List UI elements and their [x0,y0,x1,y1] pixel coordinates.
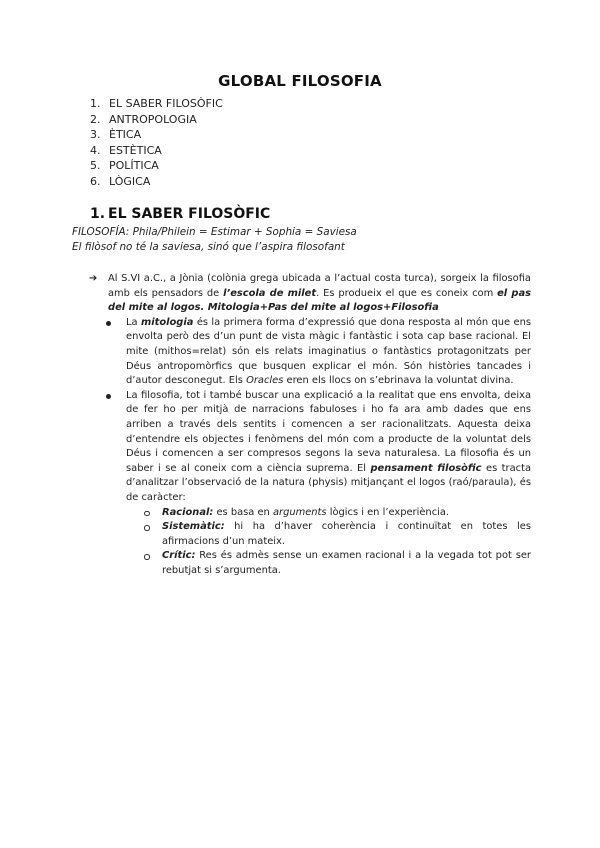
characteristic-item: Sistemàtic: hi ha d’haver coherència i continuïtat en totes les afirmacions d’un mateix. [162,520,531,549]
toc-item: 5. POLÍTICA [90,159,159,173]
toc-item-label: EL SABER FILOSÒFIC [109,97,223,110]
characteristics-list [126,506,531,579]
section-subtitle-etymology: FILOSOFÍA: Phila/Philein = Estimar + Sophia = Saviesa [72,226,357,238]
arrow-list-item: ➔ Al S.VI a.C., a Jònia (colònia grega ubicada a l’actual costa turca), sorgeix la filosofia amb els pensadors de l’escola de milet. Es produeix el que es coneix com el pas del mite al logos. Mitologia+Pas del mite al logos+Filosofia [89,273,531,314]
document-title: GLOBAL FILOSOFIA [218,72,382,90]
toc-item: 6. LÒGICA [90,174,151,188]
toc-item: 1. EL SABER FILOSÒFIC [90,97,223,110]
toc-item-label: ANTROPOLOGIA [109,112,197,126]
arrow-bullet-icon: ➔ [89,273,98,284]
characteristic-item: Crític: Res és admès sense un examen racional i a la vegada tot pot ser rebutjat si s’argumenta. [162,549,531,578]
section-heading-text: EL SABER FILOSÒFIC [108,206,271,222]
table-of-contents [90,96,223,190]
circle-bullet-icon [144,511,150,517]
toc-item-label: ESTÈTICA [109,143,162,157]
bullet-item-mitologia: La mitologia és la primera forma d’expressió que dona resposta al món que ens envolta però des d’un punt de vista màgic i fantàstic i sota cap base racional. El mite (mithos=relat) són els relats imaginatius o fantàstics protagonitzats per Déus antropomòrfics que busquen explicar el món. Són històries tancades i d’autor desconegut. Els Oracles eren els llocs on s’ebrinava la voluntat divina. [126,316,531,389]
toc-item: 2. ANTROPOLOGIA [90,112,197,126]
toc-item-label: ÈTICA [109,128,142,142]
bullet-list [89,316,531,579]
bullet-item-filosofia: La filosofia, tot i també buscar una explicació a la realitat que ens envolta, deixa de fer ho per mitjà de narracions fabuloses i ho fa ara amb dades que ens arriben a través dels sentits i comencen a ser racionalitzats. Aquesta deixa d’entendre els objectes i fenòmens del món com a producte de la voluntat dels Déus i comencen a ser compresos segons la seva naturalesa. La filosofia és un saber i se al coneix com a ciència suprema. El pensament filosòfic es tracta d’analitzar l’observació de la natura (physis) mitjançant el logos (raó/paraula), és de caràcter: Racional: es basa en arguments lògics i en l’experiència. Sistemàtic: hi ha d’haver coherència i continuïtat en totes les afirmacions d’un mateix. Crític: Res és admès sense un examen racional i a la vegada tot pot ser rebutjat si s’argumenta. [126,389,531,579]
bullet-dot-icon [106,321,111,326]
circle-bullet-icon [144,525,150,531]
bullet-dot-icon [106,394,111,399]
section-content [89,272,531,578]
toc-item-label: POLÍTICA [109,159,159,173]
section-heading: 1. EL SABER FILOSÒFIC [90,206,271,222]
characteristic-item: Racional: es basa en arguments lògics i en l’experiència. [162,506,531,521]
section-subtitle-definition: El filòsof no té la saviesa, sinó que l’aspira filosofant [72,241,345,253]
toc-item: 4. ESTÈTICA [90,143,162,157]
circle-bullet-icon [144,554,150,560]
toc-item: 3. ÈTICA [90,128,142,142]
toc-item-label: LÒGICA [109,174,151,188]
